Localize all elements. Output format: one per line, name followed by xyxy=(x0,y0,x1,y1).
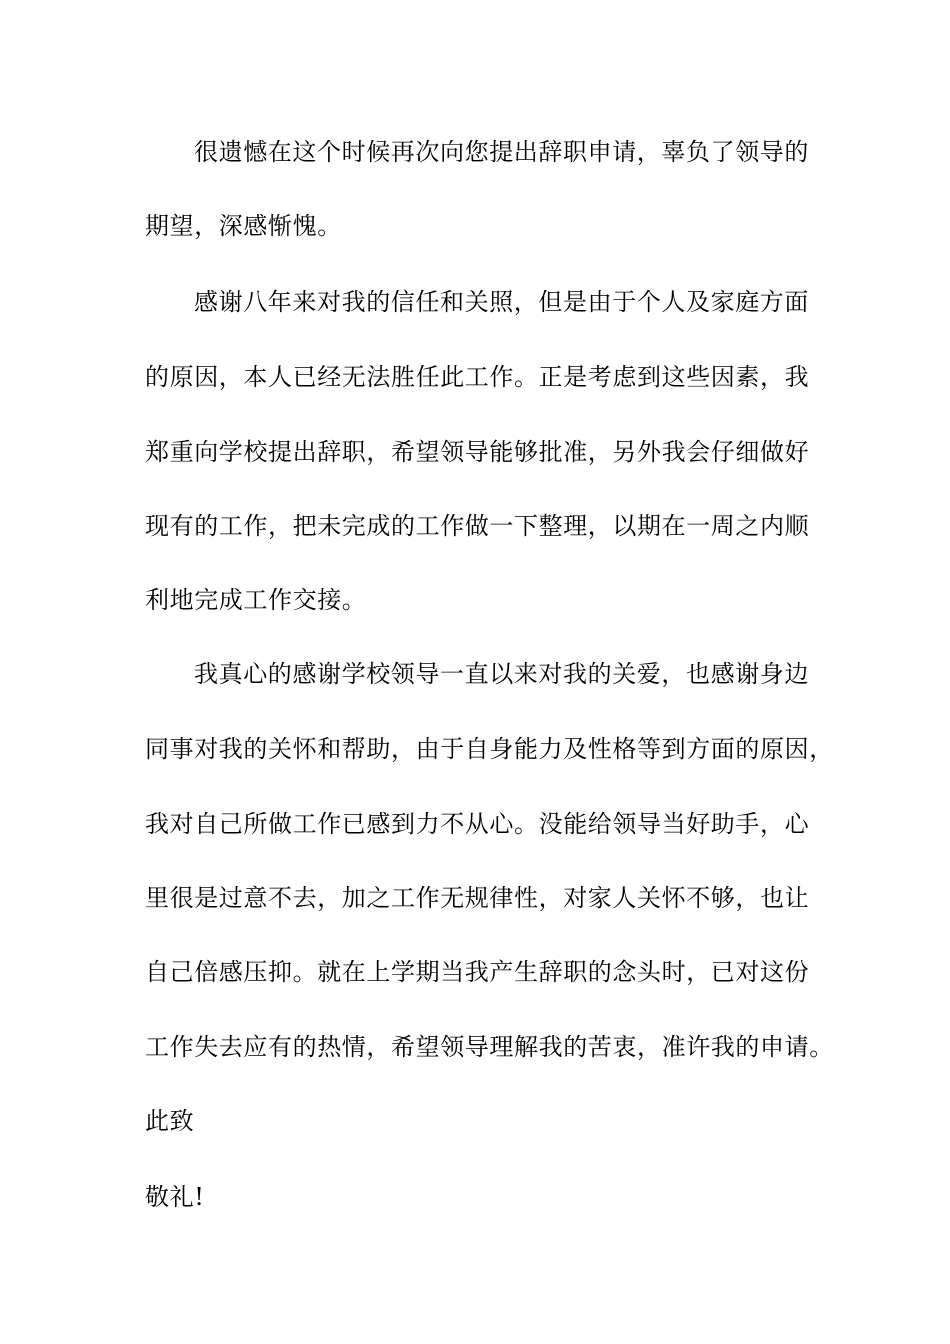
paragraph-3-line-4: 里很是过意不去，加之工作无规律性，对家人关怀不够，也让 xyxy=(145,884,810,912)
paragraph-2-line-4: 现有的工作，把未完成的工作做一下整理，以期在一周之内顺 xyxy=(145,512,810,540)
paragraph-1-line-1: 很遗憾在这个时候再次向您提出辞职申请，辜负了领导的 xyxy=(194,138,809,166)
paragraph-2-line-1: 感谢八年来对我的信任和关照，但是由于个人及家庭方面 xyxy=(194,288,809,316)
paragraph-3-line-2: 同事对我的关怀和帮助，由于自身能力及性格等到方面的原因， xyxy=(145,735,834,763)
paragraph-2-line-2: 的原因，本人已经无法胜任此工作。正是考虑到这些因素，我 xyxy=(145,363,810,391)
paragraph-2-line-5: 利地完成工作交接。 xyxy=(145,586,367,614)
paragraph-3-line-1: 我真心的感谢学校领导一直以来对我的关爱，也感谢身边 xyxy=(194,660,809,688)
salutation-text: 敬礼! xyxy=(145,1183,205,1211)
paragraph-2-line-3: 郑重向学校提出辞职，希望领导能够批准，另外我会仔细做好 xyxy=(145,438,810,466)
paragraph-1-line-2: 期望，深感惭愧。 xyxy=(145,212,342,240)
paragraph-3-line-5: 自己倍感压抑。就在上学期当我产生辞职的念头时，已对这份 xyxy=(145,958,810,986)
paragraph-3-line-3: 我对自己所做工作已感到力不从心。没能给领导当好助手，心 xyxy=(145,810,810,838)
paragraph-3-line-6: 工作失去应有的热情，希望领导理解我的苦衷，准许我的申请。 xyxy=(145,1033,834,1061)
closing-text: 此致 xyxy=(145,1107,195,1135)
